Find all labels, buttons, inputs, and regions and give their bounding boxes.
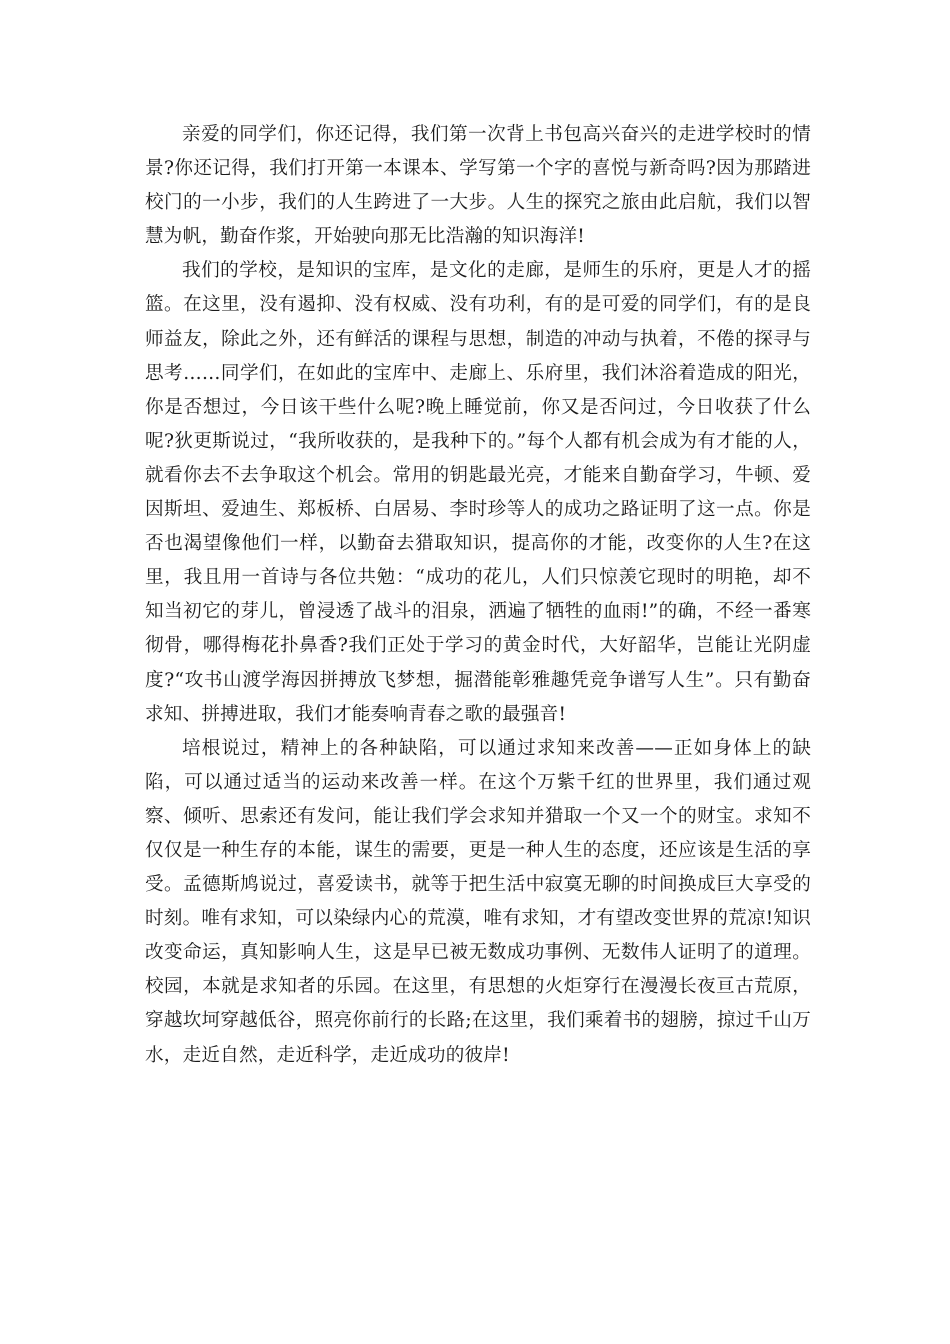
paragraph-1: 亲爱的同学们，你还记得，我们第一次背上书包高兴奋兴的走进学校时的情景?你还记得，我们打开第一本课本、学写第一个字的喜悦与新奇吗?因为那踏进校门的一小步，我们的人生跨进了一大步。人生的探究之旅由此启航，我们以智慧为帆，勤奋作浆，开始驶向那无比浩瀚的知识海洋! bbox=[145, 124, 811, 248]
paragraph-3: 培根说过，精神上的各种缺陷，可以通过求知来改善——正如身体上的缺陷，可以通过适当的运动来改善一样。在这个万紫千红的世界里，我们通过观察、倾听、思索还有发问，能让我们学会求知并猎取一个又一个的财宝。求知不仅仅是一种生存的本能，谋生的需要，更是一种人生的态度，还应该是生活的享受。孟德斯鸠说过，喜爱读书，就等于把生活中寂寞无聊的时间换成巨大享受的时刻。唯有求知，可以染绿内心的荒漠，唯有求知，才有望改变世界的荒凉!知识改变命运，真知影响人生，这是早已被无数成功事例、无数伟人证明了的道理。校园，本就是求知者的乐园。在这里，有思想的火炬穿行在漫漫长夜亘古荒原，穿越坎坷穿越低谷，照亮你前行的长路;在这里，我们乘着书的翅膀，掠过千山万水，走近自然，走近科学，走近成功的彼岸! bbox=[145, 737, 811, 1066]
paragraph-2: 我们的学校，是知识的宝库，是文化的走廊，是师生的乐府，更是人才的摇篮。在这里，没有遏抑、没有权威、没有功利，有的是可爱的同学们，有的是良师益友，除此之外，还有鲜活的课程与思想，制造的冲动与执着，不倦的探寻与思考……同学们，在如此的宝库中、走廊上、乐府里，我们沐浴着造成的阳光，你是否想过，今日该干些什么呢?晚上睡觉前，你又是否问过，今日收获了什么呢?狄更斯说过，“我所收获的，是我种下的。”每个人都有机会成为有才能的人，就看你去不去争取这个机会。常用的钥匙最光亮，才能来自勤奋学习，牛顿、爱因斯坦、爱迪生、郑板桥、白居易、李时珍等人的成功之路证明了这一点。你是否也渴望像他们一样，以勤奋去猎取知识，提高你的才能，改变你的人生?在这里，我且用一首诗与各位共勉：“成功的花儿，人们只惊羡它现时的明艳，却不知当初它的芽儿，曾浸透了战斗的泪泉，洒遍了牺牲的血雨!”的确，不经一番寒彻骨，哪得梅花扑鼻香?我们正处于学习的黄金时代，大好韶华，岂能让光阴虚度?“攻书山渡学海因拼搏放飞梦想，掘潜能彰雅趣凭竞争谱写人生”。只有勤奋求知、拼搏进取，我们才能奏响青春之歌的最强音! bbox=[145, 260, 811, 725]
document-body bbox=[145, 118, 811, 1073]
